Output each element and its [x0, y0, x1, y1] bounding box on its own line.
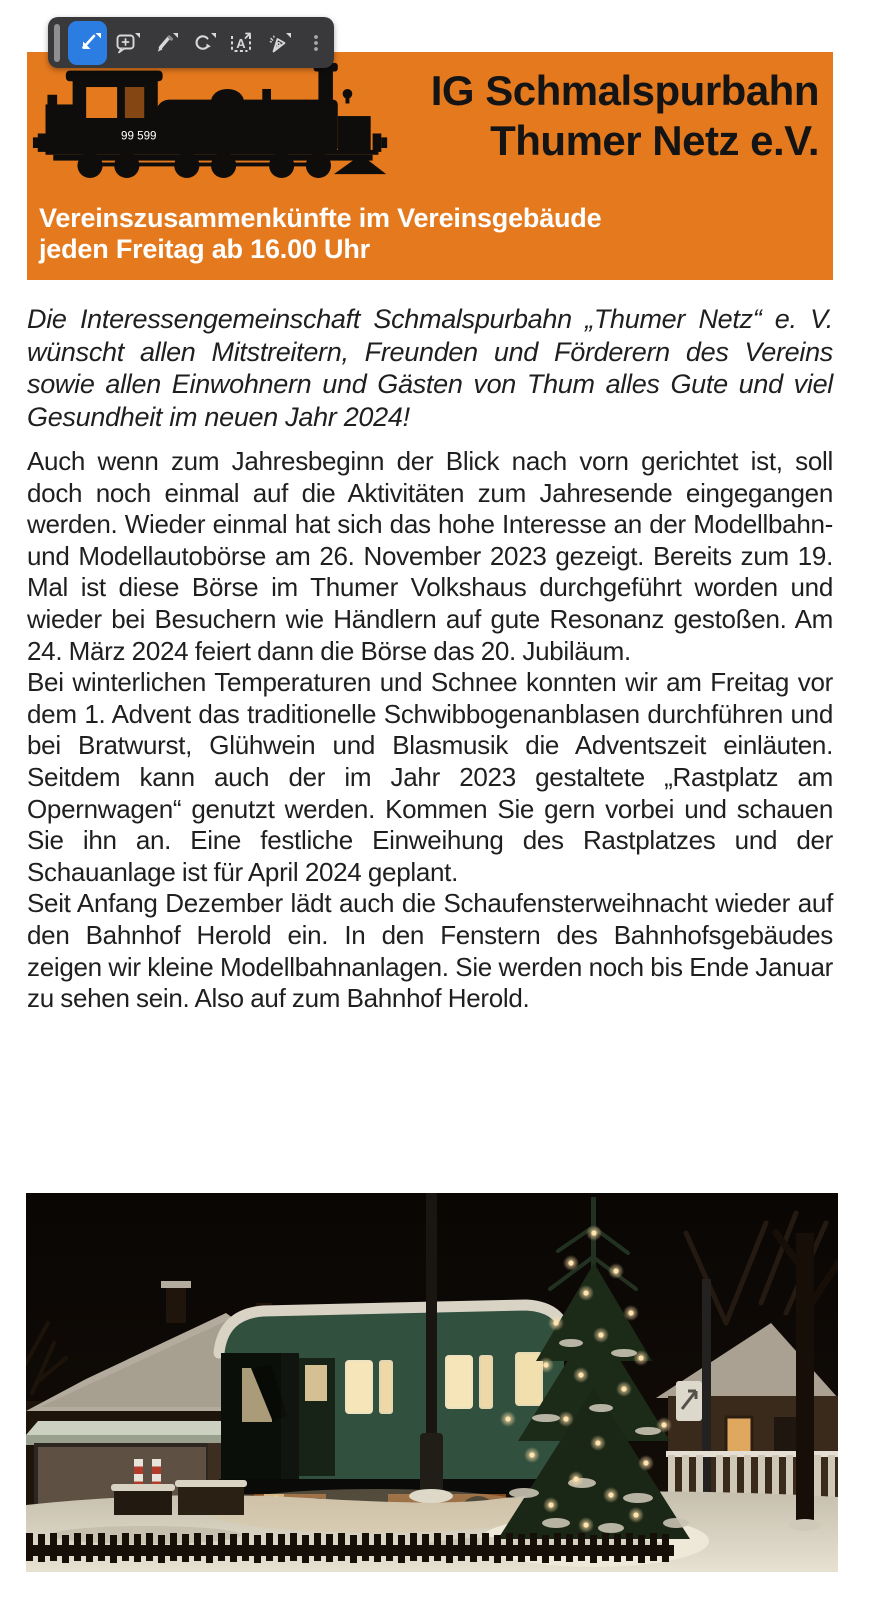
meeting-line1: Vereinszusammenkünfte im Vereinsgebäude [39, 203, 602, 233]
article-paragraph: Auch wenn zum Jahresbeginn der Blick nach vorn gerichtet ist, soll doch noch einmal auf die Aktivitäten zum Jahresende eingegangen werden. Wieder einmal hat sich das hohe Interesse an der Modellbahn- und Modellautobörse am 26. November 2023 gezeigt. Bereits zum 19. Mal ist diese Börse im Thumer Volkshaus durchgeführt worden und wieder bei Besuchern wie Händlern auf gute Resonanz gestoßen. Am 24. März 2024 feiert dann die Börse das 20. Jubiläum. [27, 446, 833, 666]
meeting-notice [39, 203, 601, 265]
stylus-icon [264, 29, 292, 57]
meeting-line2: jeden Freitag ab 16.00 Uhr [39, 234, 370, 264]
masthead-banner [27, 52, 833, 280]
snowy-boxes [111, 1480, 247, 1515]
org-title-line1: IG Schmalspurbahn [430, 67, 819, 114]
org-title-line2: Thumer Netz e.V. [490, 117, 819, 164]
more-options-button[interactable] [298, 21, 334, 65]
pen-icon [151, 29, 179, 57]
stylus-tool-button[interactable] [260, 21, 296, 65]
photo-opernwagen-night-scene [26, 1193, 838, 1572]
extract-text-icon [227, 29, 255, 57]
pen-tool-button[interactable] [147, 21, 183, 65]
steam-locomotive-logo [31, 58, 391, 178]
article-paragraphs [27, 446, 833, 1015]
loco-number: 99 599 [121, 129, 157, 143]
toolbar-drag-handle[interactable] [54, 24, 60, 62]
select-arrow-icon [74, 29, 102, 57]
more-options-icon [302, 29, 330, 57]
article-paragraph: Bei winterlichen Temperaturen und Schnee konnten wir am Freitag vor dem 1. Advent das traditionelle Schwibbogenanblasen durchführen und bei Bratwurst, Glühwein und Blasmusik die Adventszeit einläuten. Seitdem kann auch der im Jahr 2023 gestaltete „Rastplatz am Opernwagen“ genutzt werden. Kommen Sie gern vorbei und schauen Sie ihn an. Eine festliche Einweihung des Rastplatzes und der Schauanlage ist für April 2024 geplant. [27, 667, 833, 887]
annotation-toolbar [48, 17, 334, 68]
curve-tool-button[interactable] [185, 21, 221, 65]
callout-add-icon [113, 29, 141, 57]
article-paragraph: Seit Anfang Dezember lädt auch die Schaufensterweihnacht wieder auf den Bahnhof Herold ein. In den Fenstern des Bahnhofsgebäudes zeigen wir kleine Modellbahnanlagen. Sie werden noch bis Ende Januar zu sehen sein. Also auf zum Bahnhof Herold. [27, 888, 833, 1014]
svg-text:A: A [235, 35, 246, 51]
select-tool-button[interactable] [68, 21, 107, 65]
new-year-greeting: Die Interessengemeinschaft Schmalspurbahn „Thumer Netz“ e. V. wünscht allen Mitstreitern, Freunden und Förderern des Vereins sowie allen Einwohnern und Gästen von Thum alles Gute und viel Gesundheit im neuen Jahr 2024! [27, 304, 833, 432]
curve-redo-icon [189, 29, 217, 57]
article-body [27, 303, 833, 1015]
org-title [431, 66, 819, 166]
extract-text-tool-button[interactable] [223, 21, 259, 65]
callout-add-tool-button[interactable] [109, 21, 145, 65]
